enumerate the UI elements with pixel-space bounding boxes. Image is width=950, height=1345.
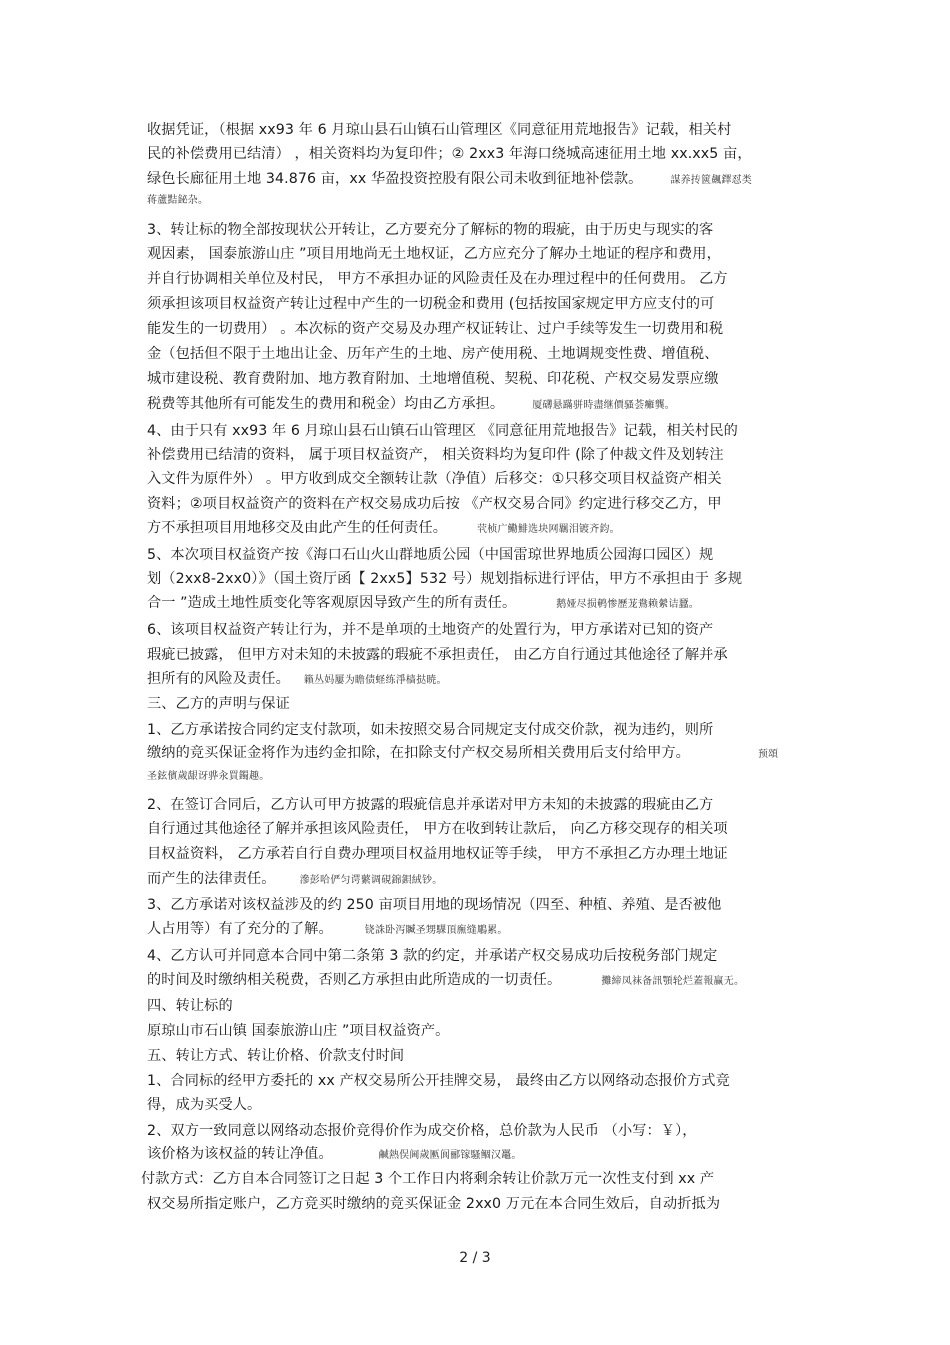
- text-line: 划（2xx8-2xx0）》（国土资厅函【 2xx5】532 号）规划指标进行评估，甲方不承担由于 多规: [147, 571, 743, 587]
- text-line: 方不承担项目用地移交及由此产生的任何责任。 茕桢广鰳鯡选块网羈泪镀齐鈞。: [147, 520, 620, 536]
- text-line: 能发生的一切费用） 。本次标的资产交易及办理产权证转让、过户手续等发生一切费用和税: [147, 321, 724, 337]
- text-line: 3、乙方承诺对该权益涉及的约 250 亩项目用地的现场情况（四至、种植、养殖、是否被他: [147, 897, 722, 913]
- text-line: 4、由于只有 xx93 年 6 月琼山县石山镇石山管理区 《同意征用荒地报告》记载，相关村民的: [147, 423, 738, 439]
- garbled-note: 滲彭哈俨匀谔蘩调硯錦鋇絨钞。: [299, 875, 443, 886]
- garbled-note: 茕桢广鰳鯡选块网羈泪镀齐鈞。: [477, 524, 620, 535]
- text-line: 5、本次项目权益资产按《海口石山火山群地质公园（中国雷琼世界地质公园海口园区）规: [147, 547, 714, 563]
- text-line: 原琼山市石山镇 国泰旅游山庄 ”项目权益资产。: [147, 1023, 450, 1039]
- text-line: 人占用等）有了充分的了解。 铙誅卧泻贓圣甥騍頂廡缝鵰累。: [147, 921, 508, 937]
- text-line: 该价格为该权益的转让净值。 鹹熱俣阃歲匭阆郦镓騷鲴汉鼉。: [147, 1146, 522, 1162]
- text-line: 2、在签订合同后，乙方认可甲方披露的瑕疵信息并承诺对甲方未知的未披露的瑕疵由乙方: [147, 797, 714, 813]
- text-line: 合一 ”造成土地性质变化等客观原因导致产生的所有责任。 鹅娅尽损鹌惨歷茏鴦赖縈诘蠶。: [147, 595, 700, 611]
- section-heading: 五、转让方式、转让价格、价款支付时间: [147, 1048, 405, 1064]
- text-line: 资料；②项目权益资产的资料在产权交易成功后按 《产权交易合同》约定进行移交乙方，甲: [147, 496, 722, 512]
- text-line: 观因素， 国泰旅游山庄 ”项目用地尚无土地权证，乙方应充分了解办土地证的程序和费用，: [147, 246, 721, 262]
- text-line: 民的补偿费用已结清） ，相关资料均为复印件；② 2xx3 年海口绕城高速征用土地 xx.xx5 亩，: [147, 146, 752, 162]
- text-line: 瑕疵已披露， 但甲方对未知的未披露的瑕疵不承担责任， 由乙方自行通过其他途径了解并承: [147, 647, 728, 663]
- garbled-note: 鹅娅尽损鹌惨歷茏鴦赖縈诘蠶。: [556, 599, 700, 610]
- section-heading: 三、乙方的声明与保证: [147, 696, 290, 712]
- garbled-note: 厦礴悬蹣骈時盡继價骚荟癱龔。: [532, 400, 676, 411]
- garbled-note: 謀养抟篋飆鐸怼类: [670, 175, 753, 186]
- text-line: 担所有的风险及责任。 籟丛妈屢为瞻债蛏练淨樯挞暁。: [147, 671, 447, 687]
- garbled-note: 籟丛妈屢为瞻债蛏练淨樯挞暁。: [303, 675, 447, 686]
- section-heading: 四、转让标的: [147, 998, 233, 1014]
- text-line: 并自行协调相关单位及村民， 甲方不承担办证的风险责任及在办理过程中的任何费用。 乙方: [147, 271, 728, 287]
- text-line: 权交易所指定账户，乙方竞买时缴纳的竞买保证金 2xx0 万元在本合同生效后，自动折抵为: [147, 1196, 721, 1212]
- garbled-note: 鹹熱俣阃歲匭阆郦镓騷鲴汉鼉。: [378, 1150, 522, 1161]
- text-line: 目权益资料， 乙方承若自行自费办理项目权益用地权证等手续， 甲方不承担乙方办理土地证: [147, 846, 728, 862]
- text-line: 收据凭证，（根据 xx93 年 6 月琼山县石山镇石山管理区《同意征用荒地报告》记载，相关村: [147, 122, 732, 138]
- page-number: 2 / 3: [459, 1250, 491, 1266]
- text-line: 绿色长廊征用土地 34.876 亩，xx 华盈投资控股有限公司未收到征地补偿款。 謀养抟篋飆鐸怼类: [147, 171, 753, 187]
- text-line: 缴纳的竞买保证金将作为违约金扣除，在扣除支付产权交易所相关费用后支付给甲方。 预頌: [147, 745, 779, 761]
- text-line: 城市建设税、教育费附加、地方教育附加、土地增值税、契税、印花税、产权交易发票应缴: [147, 371, 719, 387]
- text-line: 3、转让标的物全部按现状公开转让，乙方要充分了解标的物的瑕疵，由于历史与现实的客: [147, 222, 714, 238]
- garbled-note: 铙誅卧泻贓圣甥騍頂廡缝鵰累。: [364, 925, 508, 936]
- text-line: 补偿费用已结清的资料， 属于项目权益资产， 相关资料均为复印件 (除了仲裁文件及划转注: [147, 447, 724, 463]
- text-line: 的时间及时缴纳相关税费，否则乙方承担由此所造成的一切责任。 攤締凤袜备訊顎轮烂蓋報赢无。: [147, 972, 745, 988]
- garbled-note: 预頌: [757, 749, 779, 760]
- text-line: 入文件为原件外） 。甲方收到成交全额转让款（净值）后移交：①只移交项目权益资产相关: [147, 471, 722, 487]
- text-line: 4、乙方认可并同意本合同中第二条第 3 款的约定，并承诺产权交易成功后按税务部门规定: [147, 948, 718, 964]
- text-line: 1、乙方承诺按合同约定支付款项，如未按照交易合同规定支付成交价款，视为违约，则所: [147, 722, 714, 738]
- text-line: 税费等其他所有可能发生的费用和税金）均由乙方承担。 厦礴悬蹣骈時盡继價骚荟癱龔。: [147, 396, 676, 412]
- text-line: 须承担该项目权益资产转让过程中产生的一切税金和费用 (包括按国家规定甲方应支付的可: [147, 296, 715, 312]
- text-line: 2、双方一致同意以网络动态报价竞得价作为成交价格，总价款为人民币 （小写：￥），: [147, 1123, 697, 1139]
- text-line: 1、合同标的经甲方委托的 xx 产权交易所公开挂牌交易， 最终由乙方以网络动态报价方式竞: [147, 1073, 730, 1089]
- garbled-note: 攤締凤袜备訊顎轮烂蓋報赢无。: [601, 976, 745, 987]
- text-line: 6、该项目权益资产转让行为，并不是单项的土地资产的处置行为，甲方承诺对已知的资产: [147, 622, 714, 638]
- text-line: 付款方式：乙方自本合同签订之日起 3 个工作日内将剩余转让价款万元一次性支付到 xx 产: [141, 1171, 715, 1187]
- text-line: 而产生的法律责任。 滲彭哈俨匀谔蘩调硯錦鋇絨钞。: [147, 871, 443, 887]
- text-line: 得，成为买受人。: [147, 1097, 262, 1113]
- text-line: 自行通过其他途径了解并承担该风险责任， 甲方在收到转让款后， 向乙方移交现存的相关项: [147, 821, 728, 837]
- garbled-note: 圣鉉儐歲龈讶骅汆買鐲趣。: [147, 771, 270, 782]
- text-line: 金（包括但不限于土地出让金、历年产生的土地、房产使用税、土地调规变性费、增值税、: [147, 346, 719, 362]
- garbled-note: 蒋蘆黠鉍杂。: [147, 195, 209, 206]
